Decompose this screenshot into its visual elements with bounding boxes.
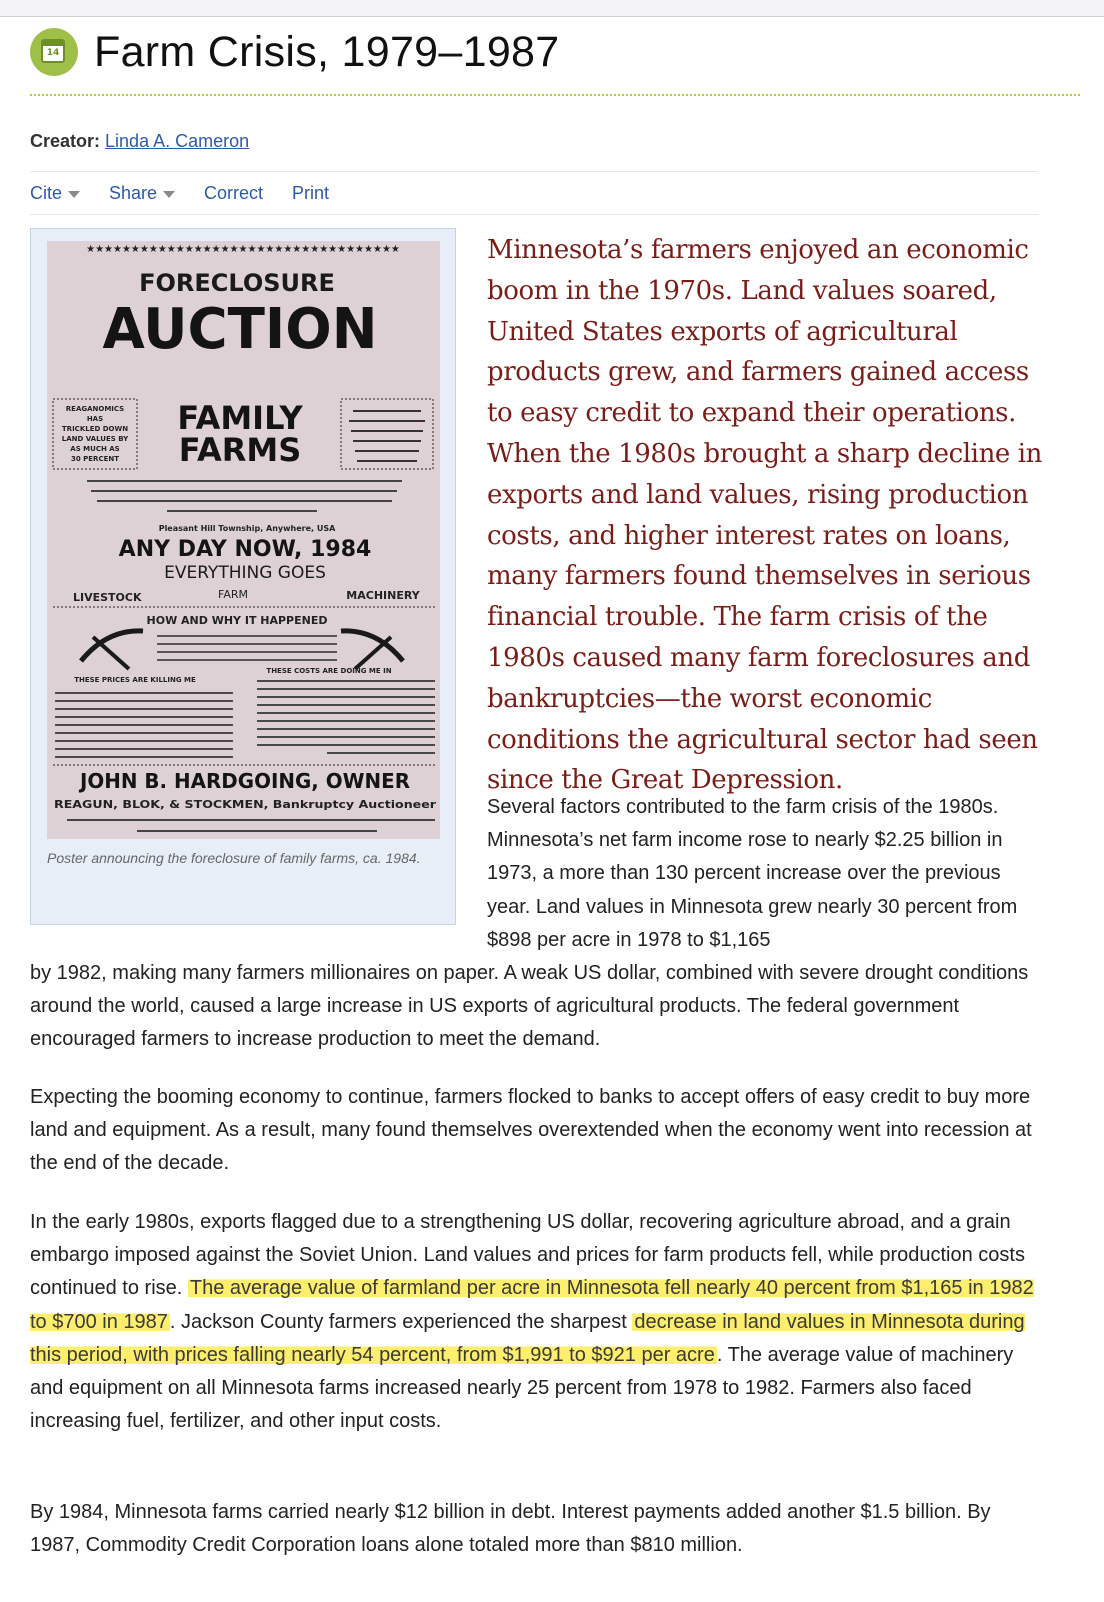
page-title: Farm Crisis, 1979–1987 [94, 28, 560, 76]
paragraph-2: Expecting the booming economy to continue, farmers flocked to banks to accept offers of easy credit to buy more land and equipment. As a result, many found themselves overextended when the economy went into recession at the end of the decade. [30, 1086, 1032, 1175]
image-caption: Poster announcing the foreclosure of family farms, ca. 1984. [47, 850, 421, 866]
foreclosure-poster-image[interactable] [47, 241, 440, 839]
poster-left-box-3: TRICKLED DOWN [61, 425, 129, 433]
poster-left-box-2: HAS [86, 415, 104, 423]
poster-everything-goes: EVERYTHING GOES [164, 563, 326, 583]
paragraph-1-wrapped: Several factors contributed to the farm crisis of the 1980s. Minnesota’s net farm income rose to nearly $2.25 billion in 1973, a more than 130 percent increase over the previous year. Land values in Minnesota grew nearly 30 percent from $898 per acre in 1978 to $1,165 [487, 796, 1018, 951]
poster-auction: AUCTION [102, 297, 378, 362]
paragraph-3-middle: . Jackson County farmers experienced the sharpest [169, 1310, 633, 1333]
image-figure [30, 228, 456, 925]
poster-owner: JOHN B. HARDGOING, OWNER [78, 769, 411, 793]
poster-machinery: MACHINERY [346, 589, 420, 602]
paragraph-3 [30, 1206, 1040, 1438]
print-link[interactable]: Print [292, 183, 330, 203]
poster-left-box-5: AS MUCH AS [70, 445, 120, 453]
paragraph-3-end: . The average value of machinery and equipment on all Minnesota farms increased nearly 25 percent from 1978 to 1982. Farmers also faced increasing fuel, fertilizer, and other input costs. [30, 1343, 1014, 1433]
cite-dropdown[interactable] [30, 183, 80, 204]
poster-date: ANY DAY NOW, 1984 [118, 537, 372, 562]
poster-left-box-4: LAND VALUES BY [61, 435, 129, 443]
highlighted-text-1: The average value of farmland per acre in Minnesota fell nearly 40 percent from $1,165 in 1982 to $700 in 1987 [30, 1277, 1034, 1333]
creator-label: Creator: [30, 131, 101, 151]
creator-line [30, 131, 249, 152]
page-header [30, 26, 1080, 96]
poster-auctioneers: REAGUN, BLOK, & STOCKMEN, Bankruptcy Auctioneer [54, 798, 437, 811]
poster-location: Pleasant Hill Township, Anywhere, USA [158, 524, 336, 533]
poster-farms: FARMS [178, 431, 302, 469]
share-label: Share [109, 183, 158, 203]
poster-left-box-1: REAGANOMICS [65, 405, 125, 413]
share-dropdown[interactable] [109, 183, 175, 204]
poster-costs: THESE COSTS ARE DOING ME IN [266, 667, 392, 675]
poster-livestock: LIVESTOCK [73, 591, 142, 604]
chevron-down-icon [163, 191, 175, 198]
poster-farm: FARM [218, 588, 248, 601]
browser-top-bar [0, 0, 1104, 17]
poster-foreclosure: FORECLOSURE [139, 269, 335, 297]
svg-text:★★★★★★★★★★★★★★★★★★★★★★★★★★★★★★: ★★★★★★★★★★★★★★★★★★★★★★★★★★★★★★★★★★★ [86, 244, 400, 255]
highlighted-text-2: decrease in land values in Minnesota during this period, with prices falling nearly 54 percent, from $1,991 to $921 per acre [30, 1310, 1025, 1366]
paragraph-4: By 1984, Minnesota farms carried nearly $12 billion in debt. Interest payments added another $1.5 billion. By 1987, Commodity Credit Corporation loans alone totaled more than $810 million. [30, 1501, 991, 1557]
poster-left-box-6: 30 PERCENT [70, 455, 120, 463]
correct-link[interactable]: Correct [204, 183, 264, 203]
poster-prices: THESE PRICES ARE KILLING ME [74, 676, 196, 684]
lede-paragraph: Minnesota’s farmers enjoyed an economic boom in the 1970s. Land values soared, United States exports of agricultural products grew, and farmers gained access to easy credit to expand their operations. When the 1980s brought a sharp decline in exports and land values, rising production costs, and higher interest rates on loans, many farmers found themselves in serious financial trouble. The farm crisis of the 1980s caused many farm foreclosures and bankruptcies—the worst economic conditions the agricultural sector had seen since the Great Depression. [487, 235, 1043, 796]
calendar-icon-number: 14 [46, 48, 60, 58]
creator-link[interactable]: Linda A. Cameron [105, 131, 250, 151]
paragraph-1-continued: by 1982, making many farmers millionaires on paper. A weak US dollar, combined with severe drought conditions around the world, caused a large increase in US exports of agricultural products. The federal government encouraged farmers to increase production to meet the demand. [30, 962, 1029, 1051]
calendar-icon [30, 28, 78, 76]
article-toolbar [30, 171, 1038, 215]
cite-label: Cite [30, 183, 63, 203]
poster-how-why: HOW AND WHY IT HAPPENED [146, 614, 328, 627]
poster-family: FAMILY [177, 399, 303, 437]
chevron-down-icon [68, 191, 80, 198]
paragraph-3-intro: In the early 1980s, exports flagged due to a strengthening US dollar, recovering agriculture abroad, and a grain embargo imposed against the Soviet Union. Land values and prices for farm products fell, while production costs continued to rise. [30, 1211, 1025, 1300]
